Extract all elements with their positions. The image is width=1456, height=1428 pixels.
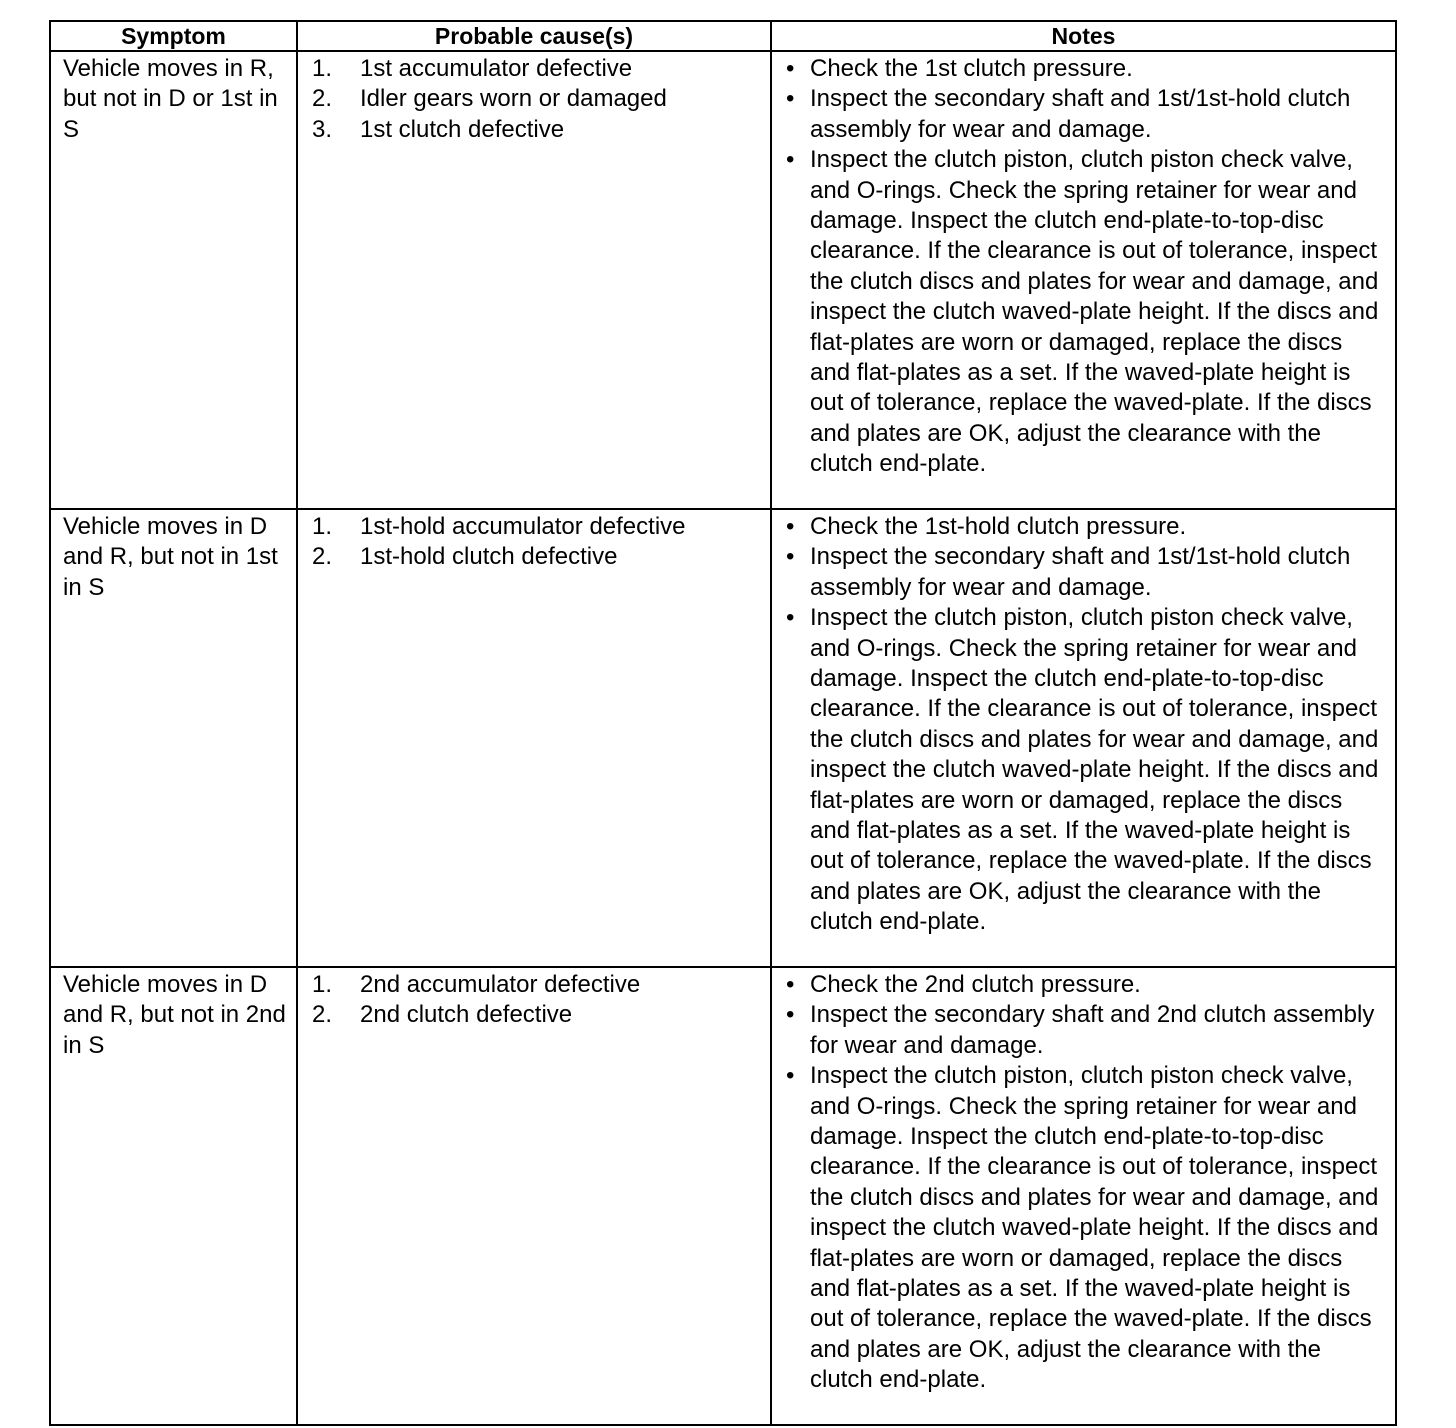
note-item <box>786 542 1385 603</box>
note-text: Inspect the secondary shaft and 2nd clutch assembly for wear and damage. <box>810 1001 1375 1059</box>
note-item <box>786 512 1385 542</box>
cause-cell <box>297 967 771 1425</box>
cause-number: 2. <box>312 85 333 113</box>
symptom-cell: Vehicle moves in D and R, but not in 1st in S <box>50 509 297 967</box>
table-header <box>50 21 1396 51</box>
troubleshooting-table <box>49 20 1397 1426</box>
cause-item <box>312 542 766 572</box>
cause-number: 2. <box>312 1001 333 1029</box>
note-text: Inspect the clutch piston, clutch piston check valve, and O-rings. Check the spring retainer for wear and damage. Inspect the clutch end-plate-to-top-disc clearance. If the clearance is out of tolerance, inspect the clutch discs and plates for wear and damage, and inspect the clutch waved-plate height. If the discs and flat-plates are worn or damaged, replace the discs and flat-plates as a set. If the waved-plate height is out of tolerance, replace the waved-plate. If the discs and plates are OK, adjust the clearance with the clutch end-plate. <box>810 1062 1379 1394</box>
bullet-icon: • <box>786 55 795 82</box>
note-text: Check the 1st clutch pressure. <box>810 55 1133 82</box>
cause-list <box>312 512 766 573</box>
note-text: Check the 1st-hold clutch pressure. <box>810 513 1187 540</box>
cause-number: 1. <box>312 513 333 540</box>
symptom-cell: Vehicle moves in R, but not in D or 1st in S <box>50 51 297 509</box>
cause-number: 1. <box>312 971 333 998</box>
note-text: Check the 2nd clutch pressure. <box>810 971 1141 998</box>
bullet-icon: • <box>786 543 795 571</box>
bullet-icon: • <box>786 604 795 632</box>
note-text: Inspect the secondary shaft and 1st/1st-hold clutch assembly for wear and damage. <box>810 85 1351 143</box>
notes-cell <box>771 509 1396 967</box>
note-list <box>786 54 1385 480</box>
cause-text: 1st-hold clutch defective <box>360 543 618 571</box>
note-item <box>786 1000 1385 1061</box>
cause-item <box>312 115 766 145</box>
cause-list <box>312 54 766 145</box>
cause-list <box>312 970 766 1031</box>
bullet-icon: • <box>786 1001 795 1029</box>
header-probable-causes: Probable cause(s) <box>297 21 771 51</box>
note-text: Inspect the secondary shaft and 1st/1st-hold clutch assembly for wear and damage. <box>810 543 1351 601</box>
cause-item <box>312 512 766 542</box>
cause-item <box>312 54 766 84</box>
table-body <box>50 51 1396 1425</box>
note-list <box>786 970 1385 1396</box>
notes-cell <box>771 51 1396 509</box>
bullet-icon: • <box>786 971 795 998</box>
note-item <box>786 603 1385 937</box>
cause-cell <box>297 509 771 967</box>
note-list <box>786 512 1385 938</box>
cause-text: Idler gears worn or damaged <box>360 85 667 113</box>
cause-text: 1st-hold accumulator defective <box>360 513 686 540</box>
note-text: Inspect the clutch piston, clutch piston check valve, and O-rings. Check the spring retainer for wear and damage. Inspect the clutch end-plate-to-top-disc clearance. If the clearance is out of tolerance, inspect the clutch discs and plates for wear and damage, and inspect the clutch waved-plate height. If the discs and flat-plates are worn or damaged, replace the discs and flat-plates as a set. If the waved-plate height is out of tolerance, replace the waved-plate. If the discs and plates are OK, adjust the clearance with the clutch end-plate. <box>810 604 1379 936</box>
bullet-icon: • <box>786 85 795 113</box>
bullet-icon: • <box>786 513 795 540</box>
bullet-icon: • <box>786 1062 795 1090</box>
cause-text: 2nd clutch defective <box>360 1001 573 1029</box>
note-text: Inspect the clutch piston, clutch piston check valve, and O-rings. Check the spring retainer for wear and damage. Inspect the clutch end-plate-to-top-disc clearance. If the clearance is out of tolerance, inspect the clutch discs and plates for wear and damage, and inspect the clutch waved-plate height. If the discs and flat-plates are worn or damaged, replace the discs and flat-plates as a set. If the waved-plate height is out of tolerance, replace the waved-plate. If the discs and plates are OK, adjust the clearance with the clutch end-plate. <box>810 146 1379 478</box>
note-item <box>786 84 1385 145</box>
note-item <box>786 970 1385 1000</box>
cause-number: 2. <box>312 543 333 571</box>
bullet-icon: • <box>786 146 795 174</box>
header-notes: Notes <box>771 21 1396 51</box>
notes-cell <box>771 967 1396 1425</box>
note-item <box>786 1061 1385 1395</box>
note-item <box>786 145 1385 479</box>
symptom-cell: Vehicle moves in D and R, but not in 2nd in S <box>50 967 297 1425</box>
table-row <box>50 509 1396 967</box>
cause-text: 1st clutch defective <box>360 115 565 143</box>
header-symptom: Symptom <box>50 21 297 51</box>
table-row <box>50 51 1396 509</box>
cause-item <box>312 1000 766 1030</box>
cause-text: 1st accumulator defective <box>360 55 633 82</box>
header-row <box>50 21 1396 51</box>
cause-cell <box>297 51 771 509</box>
cause-text: 2nd accumulator defective <box>360 971 641 998</box>
note-item <box>786 54 1385 84</box>
cause-item <box>312 84 766 114</box>
cause-number: 3. <box>312 115 333 143</box>
cause-number: 1. <box>312 55 333 82</box>
table-row <box>50 967 1396 1425</box>
cause-item <box>312 970 766 1000</box>
